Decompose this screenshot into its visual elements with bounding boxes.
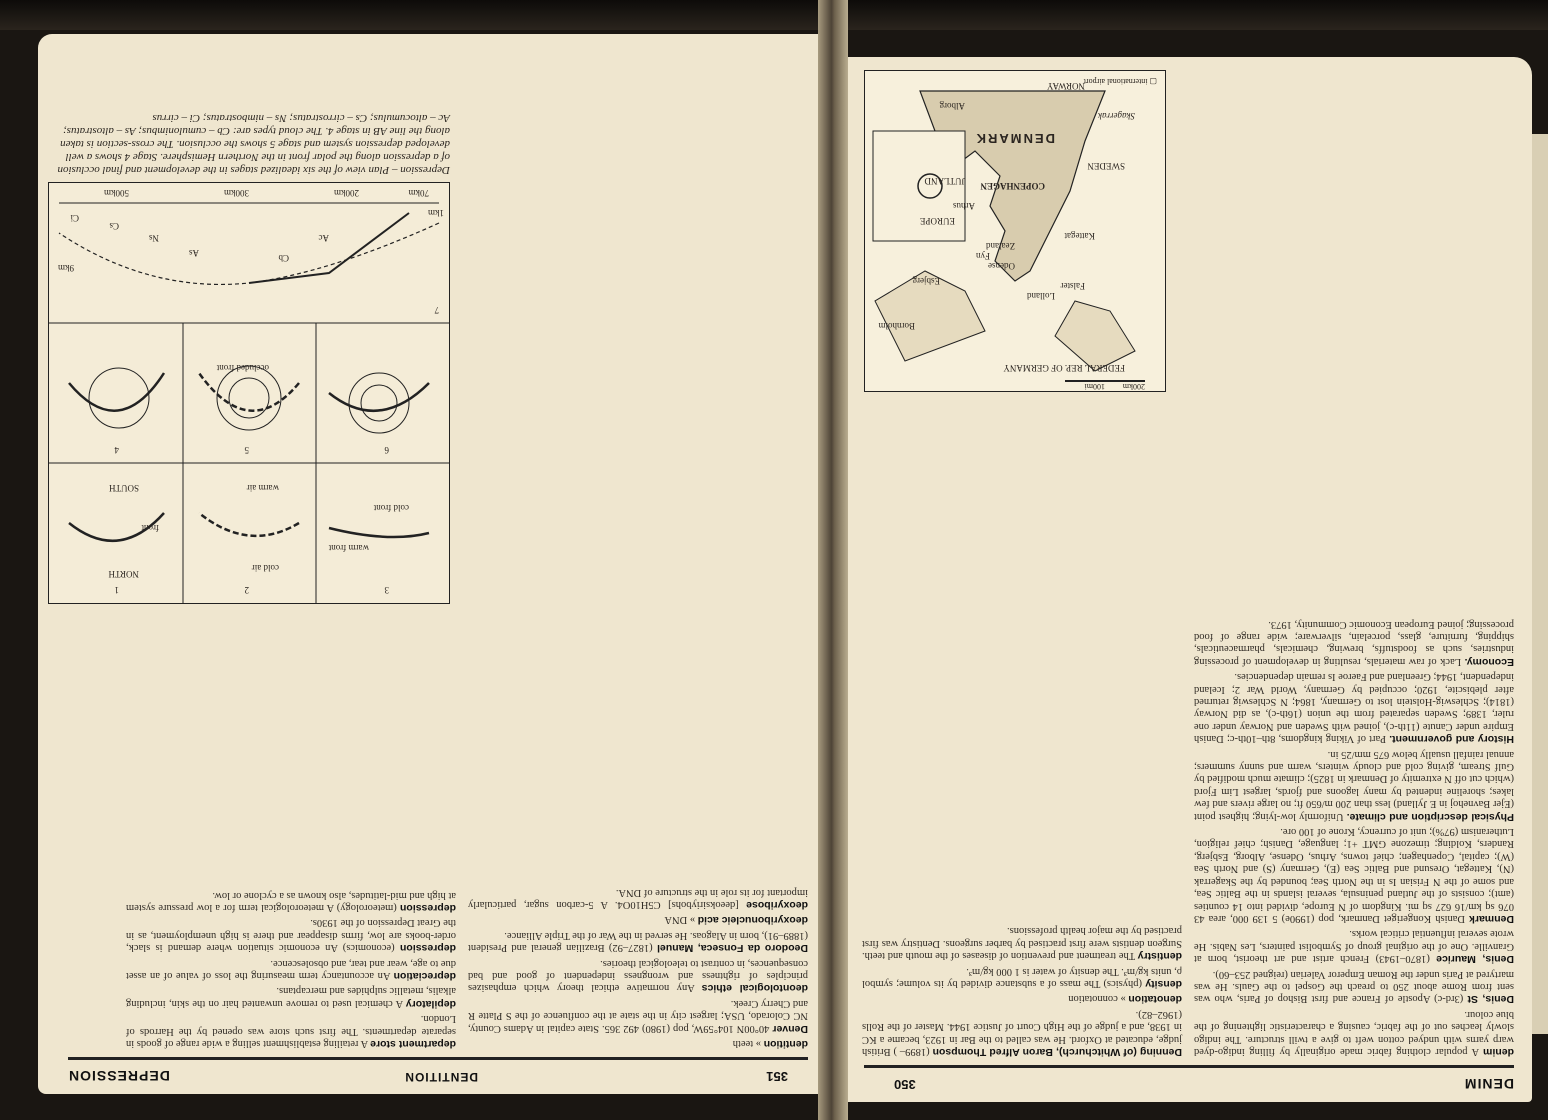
text-column-4 (126, 620, 456, 1050)
denmark-map (864, 70, 1166, 392)
dictionary-entry (126, 956, 456, 982)
map-legend-text: international airport (1083, 77, 1148, 86)
cloud-ns: Ns (148, 233, 159, 243)
entry-term: Physical description and climate. (1346, 810, 1514, 823)
running-head: DENTITION (404, 1070, 478, 1084)
panel-4: 4 (114, 445, 119, 455)
map-label-copenhagen: COPENHAGEN (980, 181, 1045, 191)
entry-term: Denis, St (1467, 993, 1514, 1006)
label-warm-air: warm air (246, 483, 279, 493)
dictionary-entry (1194, 825, 1514, 925)
entry-text: (3rd-c) Apostle of France and first Bishop of Paris, who was sent from Rome about 250 to preach the Gospel to the Gauls. He was martyred at Paris under the Roman Emperor Valerian (reigned 253–60). (1194, 968, 1514, 1005)
dictionary-entry (468, 928, 808, 954)
panel-2: 2 (244, 585, 249, 595)
dictionary-entry (1194, 1007, 1514, 1058)
entry-term: denim (1483, 1046, 1514, 1058)
head-word-right: DEPRESSION (68, 1068, 170, 1084)
entry-term: Denmark (1469, 912, 1514, 925)
map-label-skagerrak: Skagerrak (1098, 111, 1135, 121)
header-rule (864, 1065, 1514, 1094)
page-number-right: 351 (766, 1069, 788, 1084)
left-page (842, 57, 1532, 1102)
label-warm-front: warm front (328, 543, 369, 553)
map-label-esbjerg: Esbjerg (912, 276, 940, 286)
map-label-jutland: JUTLAND (924, 176, 965, 186)
map-label-bornholm: Bornholm (878, 321, 915, 331)
entry-term: deoxyribose (746, 898, 808, 911)
dictionary-entry (468, 885, 808, 911)
map-label-alborg: Alborg (939, 101, 965, 111)
cloud-ci: Ci (70, 213, 79, 223)
map-label-falster: Falster (1060, 281, 1085, 291)
cloud-cs: Cs (109, 221, 119, 231)
diagram-drawing (49, 183, 449, 603)
entry-text: A chemical used to remove unwanted hair on the skin, including alkalis, metallic sulphides and mercaptans. (126, 985, 456, 1009)
entry-text: Lack of raw materials, resulting in development of processing industries, such as foodstuffs, brewing, chemicals, pharmaceuticals, shipping, furniture, glass, porcelain, silverware; wide range of food processing; joined European Economic Community, 1973. (1194, 618, 1514, 667)
diagram-caption: Depression – Plan view of the six idealized stages in the development and final occlusion of a depression along the polar front in the Northern Hemisphere. Stage 4 shows a well developed depression system and stage 5 shows the occlusion. The cross-section is taken along the line AB in stage 4. The cloud types are: Cb – cumulonimbus; As – altostratus; Ac – altocumulus; Cs – cirrostratus; Ns – nimbostratus; Ci – cirrus (57, 112, 450, 176)
label-occluded-front: occluded front (216, 363, 269, 373)
dictionary-entry (126, 916, 456, 954)
label-cold-air: cold air (251, 563, 279, 573)
entry-text: (economics) An economic situation where demand is slack, order-books are low, firms disappear and there is high unemployment, as in the Great Depression of the 1930s. (126, 917, 456, 954)
label-front: front (141, 523, 159, 533)
entry-term: denotation (1128, 993, 1182, 1006)
map-label-fyn: Fyn (975, 251, 990, 261)
entry-text: » teeth (732, 1038, 764, 1049)
dictionary-entry (1194, 927, 1514, 965)
dictionary-entry (126, 888, 456, 914)
entry-term: Denver (772, 1022, 808, 1035)
text-column-3 (468, 60, 808, 1050)
entry-text: (1899– ) British judge, educated at Oxford. He was called to the Bar in 1923, became a KC in 1938, and a judge of the High Court of Justice 1944. Master of the Rolls (1962–82). (862, 1008, 1182, 1057)
entry-text: Any normative ethical theory which emphasizes principles of rightness and wrongness independent of good and bad consequences, in contrast to teleological theories. (468, 957, 808, 994)
entry-term: History and government. (1389, 733, 1514, 746)
map-legend (1084, 77, 1157, 86)
entry-text: A popular clothing fabric made originally by filling indigo-dyed warp yarns with undyed cotton weft to give a twill structure. The indigo slowly leaches out of the fabric, causing a characteristic lightening of the blue colour. (1194, 1008, 1514, 1057)
entry-term: Economy. (1464, 655, 1514, 668)
entry-text: Part of Viking kingdoms, 8th–10th-c; Danish Empire under Canute (11th-c), joined with Sweden and Norway under one ruler, 1389; Sweden separated from the union (16th-c), as did Norway (1814); Schleswig-Holstein lost to Germany, 1864; N Schleswig returned after plebiscite, 1920; occupied by Germany, World War 2; Iceland independent, 1944; Greenland and Faeroe Is remain dependencies. (1194, 671, 1514, 745)
cloud-cb: Cb (278, 253, 289, 263)
dictionary-entry (1194, 747, 1514, 822)
dictionary-entry (862, 964, 1182, 990)
map-title: DENMARK (974, 131, 1055, 146)
entry-text: » DNA (664, 914, 698, 926)
entry-text: A retailing establishment selling a wide range of goods in separate departments. The first such store was opened by the Harrods of London. (126, 1013, 456, 1049)
entry-term: Deodoro da Fonseca, Manuel (657, 942, 808, 955)
panel-1: 1 (114, 585, 119, 595)
dictionary-entry (862, 992, 1182, 1005)
entry-text: (1827–92) Brazilian general and President (1889–91), born in Alagoas. He served in the War of the Triple Alliance. (467, 929, 808, 954)
map-label-europe: EUROPE (919, 216, 955, 226)
entry-term: Denis, Maurice (1436, 953, 1514, 966)
head-word: DENIM (1463, 1076, 1514, 1092)
entry-text: 40°00N 104°59W, pop (1980) 492 365. State capital in Adams County, NC Colorado, USA; largest city in the state at the confluence of the S Platte R and Cherry Creek. (468, 997, 808, 1034)
map-label-arhus: Arhus (953, 201, 975, 211)
scale-1km: 1km (427, 208, 444, 218)
entry-term: depreciation (393, 969, 456, 982)
map-scale-mi: 100mi (1084, 382, 1105, 391)
entry-text: Danish Kongeriget Danmark, pop (1990e) 5 139 000, area 43 076 sq km/16 627 sq mi. Kingdom of N Europe, divided into 14 counties (amt); consists of the Jutland peninsula, several islands in the Baltic Sea, and some of the N Frisian Is in the North Sea; bounded by the Skagerrak (N), Kattegat, Oresund and Baltic Sea (E), Germany (S) and North Sea (W); capital, Copenhagen; chief towns, Arhus, Odense, Alborg, Esbjerg, Randers, Kolding; timezone GMT +1; language, Danish; chief religion, Lutheranism (97%); unit of currency, Krone of 100 ore. (1194, 826, 1514, 924)
entry-text: The treatment and prevention of diseases of the mouth and teeth. Surgeon dentists were first practised by barber surgeons. Dentistry was first practised by the major health professions. (862, 925, 1182, 962)
airport-icon: ▢ (1147, 77, 1157, 86)
entry-text: (physics) The mass of a substance divided by its volume; symbol ρ, units kg/m³. The density of water is 1 000 kg/m³. (862, 965, 1182, 989)
cloud-as: As (188, 248, 199, 258)
scale-500km: 500km (103, 188, 129, 198)
entry-term: depilatory (405, 997, 456, 1010)
entry-text: Uniformly low-lying; highest point (Ejer Bavnehoj in E Jylland) less than 200 m/650 ft; no large rivers and few lakes; shoreline indented by many lagoons and fjords, largest Lim Fjord (which cut off N extremity of Denmark in 1825); climate much modified by Gulf Stream, giving cold and cloudy winters, warm and sunny summers; annual rainfall usually below 675 mm/25 in. (1194, 748, 1514, 822)
dictionary-entry (1194, 617, 1514, 668)
panel-6: 6 (384, 445, 389, 455)
header-rule-right (68, 1057, 808, 1086)
map-label-zealand: Zealand (986, 241, 1015, 251)
dictionary-entry (862, 1007, 1182, 1058)
entry-term: dentition (763, 1038, 808, 1050)
dictionary-entry (468, 913, 808, 926)
entry-term: department store (370, 1038, 456, 1050)
map-label-kattegat: Kattegat (1064, 231, 1095, 241)
entry-text: [deeoksiriybohs] C5H10O4. A 5-carbon sugar, particularly important for its role in the structure of DNA. (468, 886, 808, 910)
text-column-1 (1194, 68, 1514, 1058)
map-label-lolland: Lolland (1027, 291, 1055, 301)
depression-diagram (48, 182, 450, 604)
entry-term: Denning (of Whitchurch), Baron Alfred Thompson (932, 1046, 1182, 1058)
dictionary-entry (1194, 967, 1514, 1005)
scale-9km: 9km (57, 263, 74, 273)
right-page (38, 34, 828, 1094)
entry-term: dentistry (1137, 950, 1182, 963)
panel-7: 7 (434, 305, 439, 315)
dictionary-entry (1194, 670, 1514, 745)
cloud-ac: Ac (318, 233, 329, 243)
dictionary-entry (126, 984, 456, 1010)
entry-term: density (1145, 977, 1182, 990)
entry-term: depression (399, 901, 456, 914)
entry-text: (1870–1943) French artist and art theorist, born at Granville. One of the original group of Symbolist painters, Les Nabis. He wrote several influential critical works. (1194, 928, 1514, 965)
map-label-germany: FEDERAL REP. OF GERMANY (1003, 363, 1125, 373)
dictionary-entry (126, 1012, 456, 1050)
label-north: NORTH (108, 569, 139, 579)
entry-text: » connotation (1068, 993, 1129, 1005)
entry-text: An accountancy term measuring the loss of value of an asset due to age, wear and tear, and obsolescence. (126, 957, 456, 981)
book-gutter (818, 0, 848, 1120)
page-number: 350 (894, 1077, 916, 1092)
panel-3: 3 (384, 585, 389, 595)
map-label-odense: Odense (988, 261, 1015, 271)
dictionary-entry (468, 996, 808, 1034)
entry-text: (meteorology) A meteorological term for a low pressure system at high and mid-latitudes, also known as a cyclone or low. (126, 889, 456, 913)
panel-5: 5 (244, 445, 249, 455)
entry-term: deontological ethics (701, 982, 808, 995)
scale-300km: 300km (223, 188, 249, 198)
entry-term: deoxyribonucleic acid (697, 914, 808, 927)
entry-term: depression (399, 942, 456, 955)
map-scale-km: 200km (1122, 382, 1145, 391)
map-label-norway: NORWAY (1046, 81, 1085, 91)
map-label-sweden: SWEDEN (1087, 161, 1125, 171)
label-south: SOUTH (108, 483, 139, 493)
scale-70km: 70km (408, 188, 429, 198)
label-cold-front: cold front (373, 503, 409, 513)
dictionary-entry (468, 1037, 808, 1050)
dictionary-entry (468, 956, 808, 994)
dictionary-entry (862, 924, 1182, 962)
scale-200km: 200km (333, 188, 359, 198)
